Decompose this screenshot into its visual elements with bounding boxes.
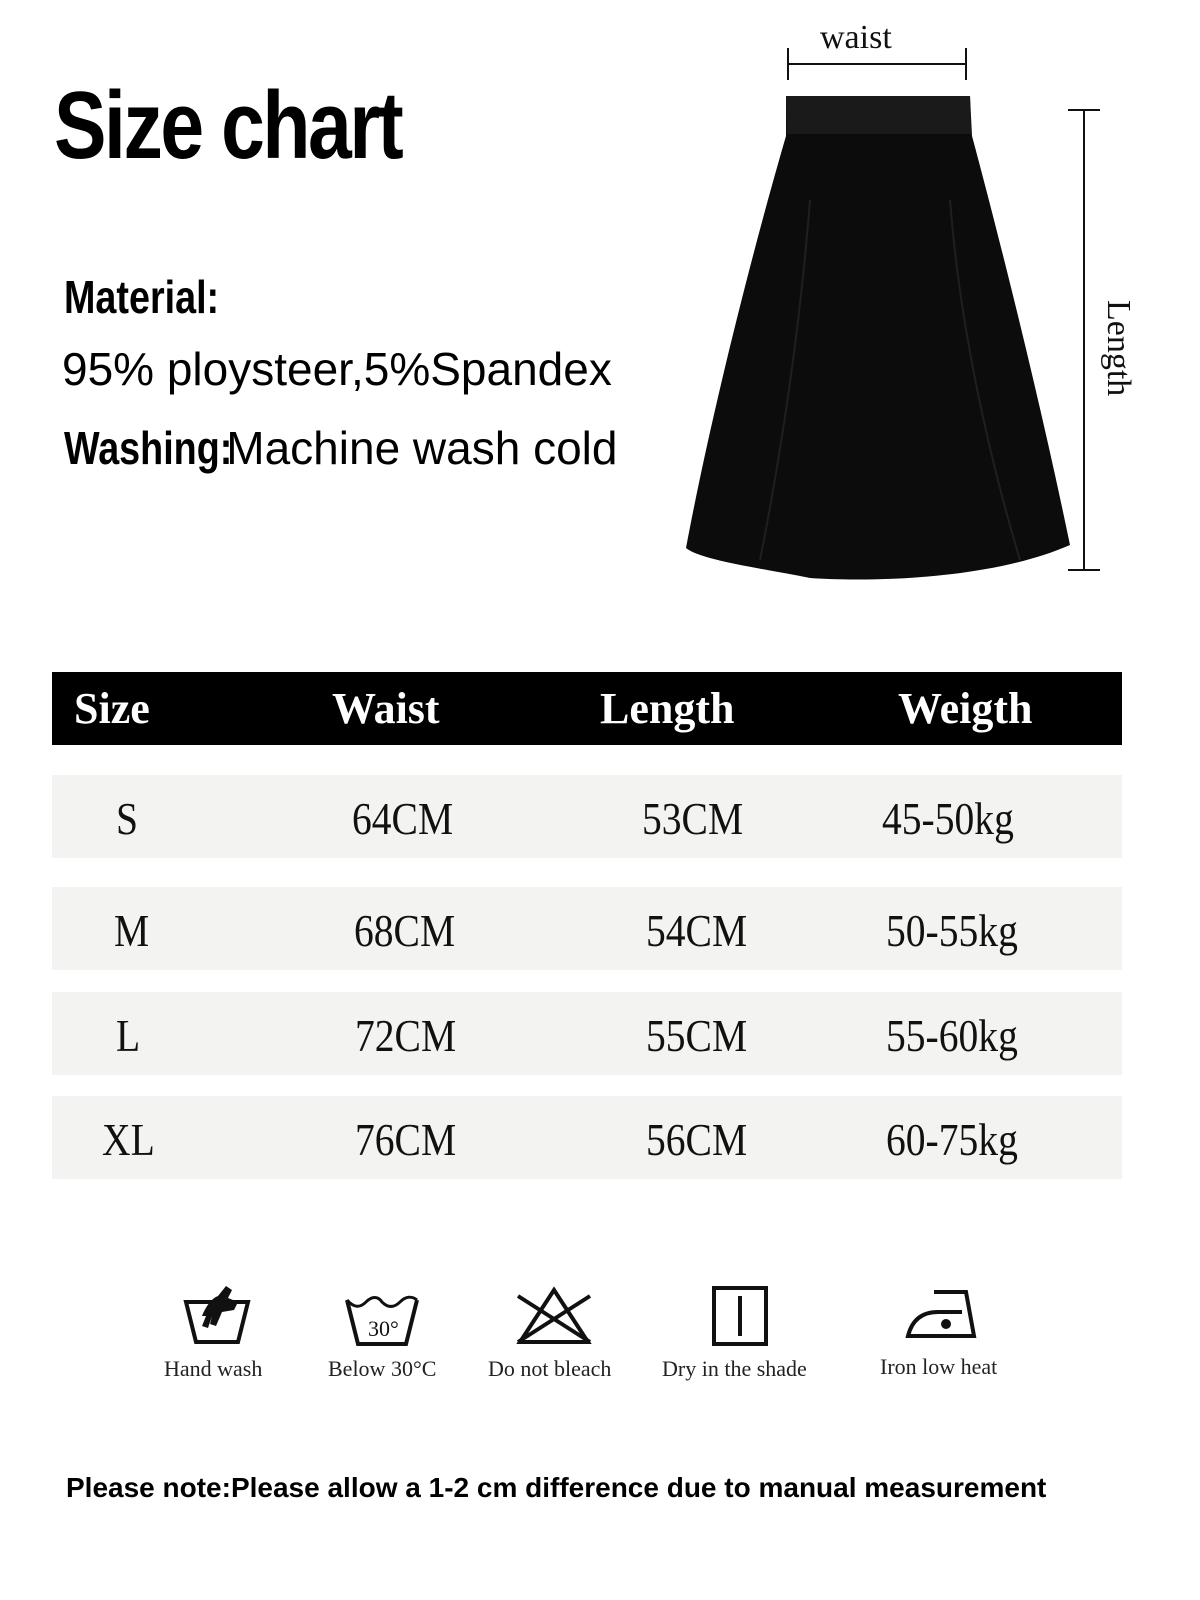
- skirt-figure: [660, 0, 1180, 600]
- washing-label: Washing:: [64, 422, 233, 474]
- care-label: Dry in the shade: [662, 1356, 807, 1381]
- wash-30-icon: [344, 1280, 420, 1350]
- washing-value: Machine wash cold: [226, 422, 618, 474]
- care-item-dry-shade: [710, 1280, 770, 1350]
- cell-waist: 64CM: [352, 793, 454, 844]
- cell-length: 53CM: [642, 793, 744, 844]
- cell-waist: 72CM: [355, 1010, 457, 1061]
- washing-info: [64, 422, 618, 474]
- cell-weight: 50-55kg: [886, 905, 1018, 956]
- material-value: 95% ploysteer,5%Spandex: [62, 343, 612, 395]
- care-label: Below 30°C: [328, 1356, 437, 1381]
- cell-length: 55CM: [646, 1010, 748, 1061]
- header-waist: Waist: [332, 684, 440, 733]
- care-item-hand-wash: [182, 1280, 252, 1350]
- cell-size: L: [116, 1010, 141, 1061]
- care-item-iron-low: [904, 1280, 980, 1350]
- cell-waist: 76CM: [355, 1114, 457, 1165]
- size-table: [52, 672, 1122, 1165]
- length-label: Length: [1100, 300, 1137, 397]
- no-bleach-icon: [514, 1280, 594, 1350]
- length-measure: [1068, 110, 1137, 570]
- cell-size: S: [116, 793, 139, 844]
- cell-waist: 68CM: [354, 905, 456, 956]
- table-row: [52, 992, 1122, 1075]
- cell-size: M: [114, 905, 150, 956]
- care-label: Hand wash: [164, 1356, 263, 1381]
- wash-temp-text: 30°: [368, 1316, 399, 1341]
- table-header: [52, 672, 1122, 745]
- care-item-no-bleach: [514, 1280, 594, 1350]
- care-label: Do not bleach: [488, 1356, 612, 1381]
- skirt-image: [686, 96, 1070, 579]
- table-row: [52, 887, 1122, 970]
- cell-weight: 60-75kg: [886, 1114, 1018, 1165]
- table-row: [52, 775, 1122, 858]
- care-label: Iron low heat: [880, 1354, 998, 1379]
- care-item-wash-30: [344, 1280, 420, 1350]
- waist-label: waist: [820, 19, 892, 56]
- material-label: Material:: [64, 271, 220, 323]
- cell-weight: 45-50kg: [882, 793, 1014, 844]
- waist-measure: [788, 19, 966, 80]
- cell-weight: 55-60kg: [886, 1010, 1018, 1061]
- iron-low-icon: [904, 1280, 980, 1350]
- header-length: Length: [600, 684, 735, 733]
- header-weight: Weigth: [898, 684, 1033, 733]
- page-title: Size chart: [54, 72, 402, 179]
- cell-length: 54CM: [646, 905, 748, 956]
- dry-shade-icon: [710, 1280, 770, 1350]
- header-size: Size: [74, 684, 150, 733]
- cell-length: 56CM: [646, 1114, 748, 1165]
- table-row: [52, 1096, 1122, 1179]
- hand-wash-icon: [182, 1280, 252, 1350]
- measurement-note: Please note:Please allow a 1-2 cm difference due to manual measurement: [66, 1472, 1047, 1503]
- cell-size: XL: [102, 1114, 155, 1165]
